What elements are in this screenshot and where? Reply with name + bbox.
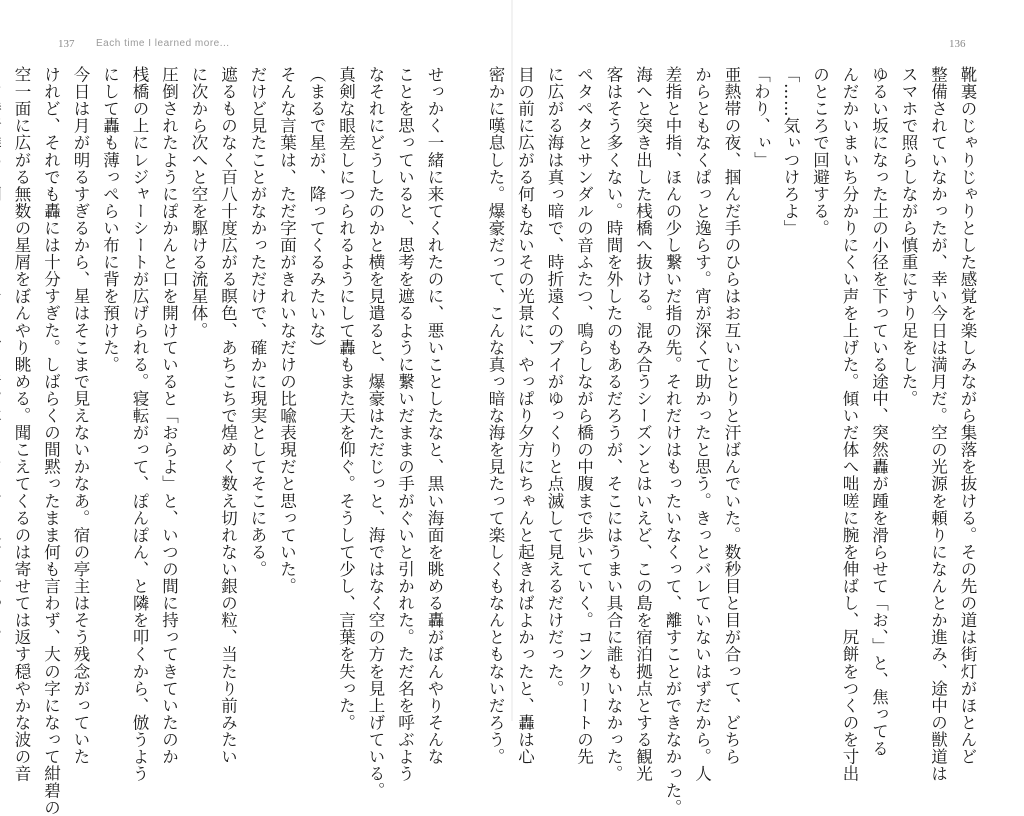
body-line: に次から次へと空を駆ける流星体。 xyxy=(189,66,208,339)
body-line: 遮るものなく百八十度広がる瞑色、あちこちで煌めく数え切れない銀の粒、当たり前みたい xyxy=(218,66,238,766)
body-line: 桟橋の上にレジャーシートが広げられる。寝転がって、ぽんぽん、と隣を叩くから、倣うよう xyxy=(130,66,149,783)
body-line: 亜熱帯の夜、掴んだ手のひらはお互いじとりと汗ばんでいた。数秒目と目が合って、どちら xyxy=(722,66,741,766)
left-page-number: 137 xyxy=(58,38,75,50)
body-line: 靴裏のじゃりじゃりとした感覚を楽しみながら集落を抜ける。その先の道は街灯がほとんど xyxy=(958,66,977,766)
body-line: スマホで照らしながら慎重にすり足をした。 xyxy=(899,66,918,407)
right-page-body xyxy=(486,66,982,816)
body-line: ゆるい坂になった土の小径を下っている途中、突然轟が踵を滑らせて「お、」と、焦ってる xyxy=(869,66,889,757)
body-line: けれど、それでも轟には十分すぎた。しばらくの間黙ったまま何も言わず、大の字になって紺碧の xyxy=(41,66,61,816)
body-line: からともなくぱっと逸らす。宵が深くて助かったと思う。きっとバレていないはずだから。人 xyxy=(692,66,712,783)
body-line: 空一面に広がる無数の星屑をぼんやり眺める。聞こえてくるのは寄せては返す穏やかな波の音 xyxy=(12,66,31,783)
body-line: 海へと突き出した桟橋へ抜ける。混み合うシーズンとはいえど、この島を宿泊拠点とする観光 xyxy=(633,66,653,783)
body-line: せっかく一緒に来てくれたのに、悪いことしたなと、黒い海面を眺める轟がぼんやりそんな xyxy=(425,66,444,766)
body-line: 整備されていなかったが、幸い今日は満月だ。空の光源を頼りになんとか進み、途中の獣道は xyxy=(928,66,948,783)
body-line: にして轟も薄っぺらい布に背を預けた。 xyxy=(100,66,120,373)
body-line: なそれにどうしたのかと横を見遣ると、爆豪はただじっと、海ではなく空の方を見上げている。 xyxy=(366,66,385,800)
left-page-body xyxy=(12,66,449,816)
body-line: 「……気ぃつけろよ」 xyxy=(781,66,800,237)
body-line: 圧倒されたようにぽかんと口を開けていると「おらよ」と、いつの間に持ってきていたのか xyxy=(159,66,179,766)
body-line: （まるで星が、降ってくるみたいな） xyxy=(307,66,326,356)
body-line xyxy=(0,66,7,688)
body-line: だけど見たことがなかっただけで、確かに現実としてそこにある。 xyxy=(248,66,267,578)
body-line: のところで回避する。 xyxy=(810,66,830,237)
running-title: Each time I learned more... xyxy=(96,38,230,49)
right-page-number: 136 xyxy=(949,38,966,50)
body-line: 密かに嘆息した。爆豪だって、こんな真っ暗な海を見たって楽しくもなんともないだろう。 xyxy=(486,66,505,766)
body-line: 客はそう多くない。時間を外したのもあるだろうが、そこにはうまい具合に誰もいなかった。 xyxy=(604,66,623,783)
body-line: ペタペタとサンダルの音ふたつ、鳴らしながら橋の中腹まで歩いていく。コンクリートの先 xyxy=(574,66,594,766)
body-line: 真剣な眼差しにつられるようにして轟もまた天を仰ぐ。そうして少し、言葉を失った。 xyxy=(336,66,356,731)
body-line: 「わり、ぃ」 xyxy=(751,66,771,169)
body-line: に広がる海は真っ暗で、時折遠くのブイがゆっくりと点滅して見えるだけだった。 xyxy=(545,66,564,697)
body-line: んだかいまいち分かりにくい声を上げた。傾いだ体へ咄嗟に腕を伸ばし、尻餅をつくのを寸出 xyxy=(840,66,859,783)
body-line: 目の前に広がる何もないその光景に、やっぱり夕方にちゃんと起きればよかったと、轟は心 xyxy=(515,66,535,766)
body-line: ことを思っていると、思考を遮るように繋いだままの手がぐいと引かれた。ただ名を呼ぶよう xyxy=(395,66,415,783)
body-line: 差指と中指、ほんの少し繋いだ指の先。それだけはもったいなくって、離すことができなかった。 xyxy=(663,66,682,816)
body-line: 今日は月が明るすぎるから、星はそこまで見えないかなあ。宿の亭主はそう残念がっていた xyxy=(71,66,90,766)
body-line: そんな言葉は、ただ字面がきれいなだけの比喩表現だと思っていた。 xyxy=(277,66,297,595)
